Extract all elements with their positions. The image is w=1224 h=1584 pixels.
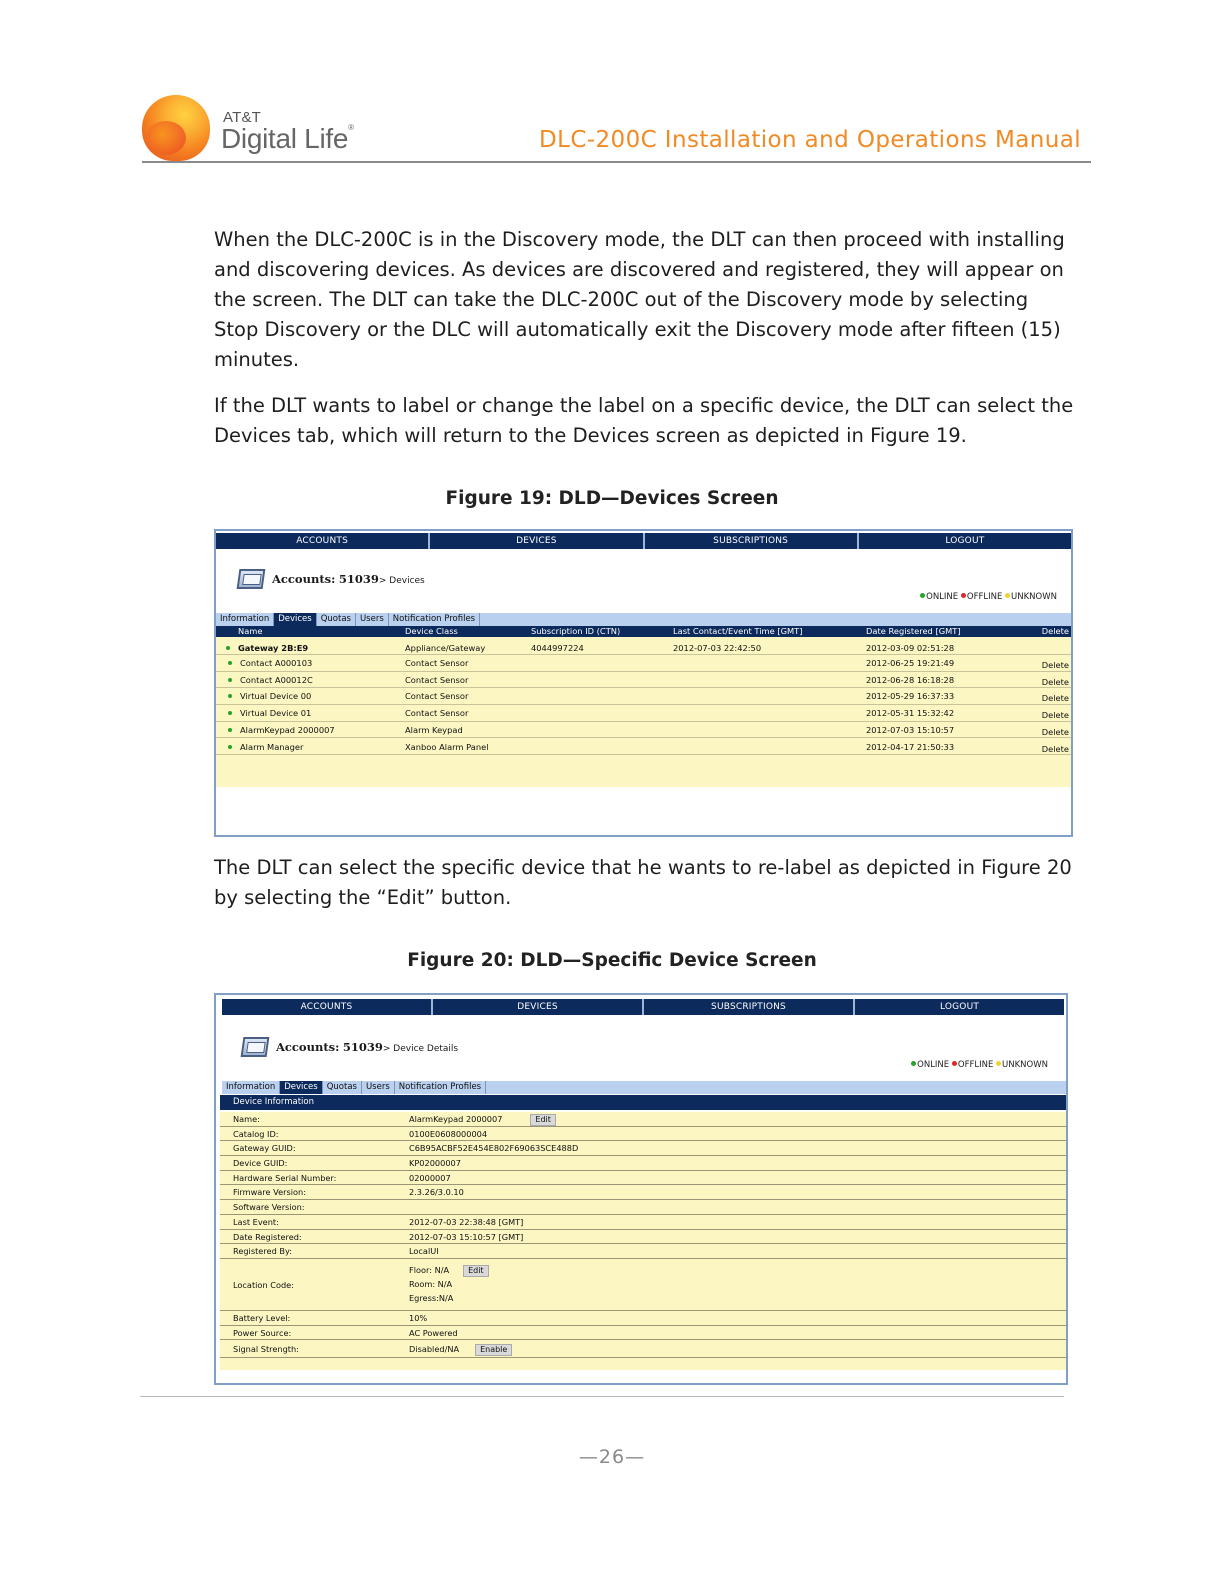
account-breadcrumb: Accounts: 51039> Devices xyxy=(272,572,425,586)
tab-bar xyxy=(216,613,1071,626)
info-row: Registered By: LocalUI xyxy=(220,1244,1066,1259)
device-info-heading: Device Information xyxy=(220,1095,1066,1110)
tab-notification-profiles[interactable]: Notification Profiles xyxy=(389,613,480,626)
info-row: Software Version: xyxy=(220,1200,1066,1215)
table-row[interactable]: Virtual Device 00 Contact Sensor 2012-05-29 16:37:33 Delete xyxy=(216,688,1071,705)
paragraph-relabel: The DLT can select the specific device that he wants to re-label as depicted in Figure 20 by selecting the “Edit” button. xyxy=(214,856,1072,909)
page-number: —26— xyxy=(578,1446,646,1468)
figure-19-caption: Figure 19: DLD—Devices Screen xyxy=(445,488,779,509)
enable-signal-button[interactable]: Enable xyxy=(475,1344,512,1356)
nav-accounts[interactable]: ACCOUNTS xyxy=(222,999,433,1015)
accounts-folder-icon xyxy=(237,569,266,589)
info-row: Firmware Version: 2.3.26/3.0.10 xyxy=(220,1185,1066,1200)
table-row[interactable]: Gateway 2B:E9 Appliance/Gateway 4044997224 2012-07-03 22:42:50 2012-03-09 02:51:28 xyxy=(216,637,1071,655)
top-nav xyxy=(222,999,1064,1015)
col-last-contact: Last Contact/Event Time [GMT] xyxy=(673,626,803,636)
brand-top: AT&T xyxy=(223,109,262,126)
table-row[interactable]: Contact A000103 Contact Sensor 2012-06-25 19:21:49 Delete xyxy=(216,655,1071,672)
brand-main: Digital Life® xyxy=(221,123,354,154)
paragraph-label-device: If the DLT wants to label or change the label on a specific device, the DLT can select the Devices tab, which will return to the Devices screen as depicted in Figure 19. xyxy=(214,394,1074,447)
delete-link[interactable]: Delete xyxy=(1041,693,1069,704)
delete-link[interactable]: Delete xyxy=(1041,676,1069,687)
paragraph-discovery: When the DLC-200C is in the Discovery mode, the DLT can then proceed with installing and discovering devices. As devices are discovered and registered, they will appear on the screen. The DLT can take the DLC-200C out of the Discovery mode by selecting Stop Discovery or the DLC will automatically exit the Discovery mode after fifteen (15) minutes. xyxy=(214,228,1065,371)
footer-divider xyxy=(140,1396,1064,1397)
nav-devices[interactable]: DEVICES xyxy=(433,999,644,1015)
edit-location-button[interactable]: Edit xyxy=(463,1265,489,1277)
table-row[interactable]: Alarm Manager Xanboo Alarm Panel 2012-04-17 21:50:33 Delete xyxy=(216,739,1071,756)
tab-notification-profiles[interactable]: Notification Profiles xyxy=(395,1081,486,1094)
online-dot-icon xyxy=(228,661,232,665)
info-row-location: Location Code: Floor: N/A Edit Room: N/A Egress:N/A xyxy=(220,1259,1066,1311)
col-subscription-id: Subscription ID (CTN) xyxy=(531,626,621,636)
col-name: Name xyxy=(238,626,263,636)
manual-title: DLC-200C Installation and Operations Manual xyxy=(539,127,1081,153)
nav-accounts[interactable]: ACCOUNTS xyxy=(216,533,430,549)
figure-20-caption: Figure 20: DLD—Specific Device Screen xyxy=(407,950,817,971)
col-delete: Delete xyxy=(1041,626,1069,636)
nav-logout[interactable]: LOGOUT xyxy=(945,536,985,546)
info-row: Last Event: 2012-07-03 22:38:48 [GMT] xyxy=(220,1215,1066,1230)
devices-table-body xyxy=(216,637,1071,787)
device-info-table xyxy=(220,1112,1066,1370)
offline-dot-icon xyxy=(961,593,966,598)
online-dot-icon xyxy=(228,745,232,749)
info-row-name: Name: AlarmKeypad 2000007 Edit xyxy=(220,1112,1066,1127)
figure-19-devices-screen xyxy=(214,529,1073,837)
nav-logout[interactable]: LOGOUT xyxy=(939,1002,980,1012)
online-dot-icon xyxy=(911,1061,916,1066)
account-breadcrumb: Accounts: 51039> Device Details xyxy=(276,1040,459,1054)
info-row: Power Source: AC Powered xyxy=(220,1326,1066,1341)
online-dot-icon xyxy=(226,646,230,650)
online-dot-icon xyxy=(228,711,232,715)
info-row: Hardware Serial Number: 02000007 xyxy=(220,1171,1066,1186)
info-row: Date Registered: 2012-07-03 15:10:57 [GMT] xyxy=(220,1230,1066,1245)
online-dot-icon xyxy=(228,678,232,682)
tab-quotas[interactable]: Quotas xyxy=(317,613,356,626)
edit-name-button[interactable]: Edit xyxy=(530,1114,556,1126)
tab-devices[interactable]: Devices xyxy=(274,613,317,626)
att-globe-logo-icon xyxy=(142,95,210,161)
tab-information[interactable]: Information xyxy=(216,613,274,626)
accounts-folder-icon xyxy=(241,1037,270,1057)
unknown-dot-icon xyxy=(1005,593,1010,598)
nav-subscriptions[interactable]: SUBSCRIPTIONS xyxy=(644,999,855,1015)
info-row-signal: Signal Strength: Disabled/NA Enable xyxy=(220,1340,1066,1358)
online-dot-icon xyxy=(228,728,232,732)
status-legend: ONLINE OFFLINE UNKNOWN xyxy=(911,1060,1048,1070)
delete-link[interactable]: Delete xyxy=(1041,726,1069,737)
tab-information[interactable]: Information xyxy=(222,1081,280,1094)
online-dot-icon xyxy=(920,593,925,598)
devices-table-header xyxy=(216,626,1071,637)
tab-quotas[interactable]: Quotas xyxy=(323,1081,362,1094)
info-row: Catalog ID: 0100E0608000004 xyxy=(220,1127,1066,1142)
nav-subscriptions[interactable]: SUBSCRIPTIONS xyxy=(645,533,859,549)
table-row[interactable]: AlarmKeypad 2000007 Alarm Keypad 2012-07-03 15:10:57 Delete xyxy=(216,722,1071,739)
unknown-dot-icon xyxy=(996,1061,1001,1066)
info-row: Device GUID: KP02000007 xyxy=(220,1156,1066,1171)
tab-devices[interactable]: Devices xyxy=(280,1081,323,1094)
col-date-registered: Date Registered [GMT] xyxy=(866,626,961,636)
status-legend: ONLINE OFFLINE UNKNOWN xyxy=(920,592,1057,602)
delete-link[interactable]: Delete xyxy=(1041,710,1069,721)
table-row[interactable]: Virtual Device 01 Contact Sensor 2012-05-31 15:32:42 Delete xyxy=(216,705,1071,722)
online-dot-icon xyxy=(228,694,232,698)
figure-20-device-details-screen xyxy=(214,993,1068,1385)
col-device-class: Device Class xyxy=(405,626,458,636)
delete-link[interactable]: Delete xyxy=(1041,743,1069,754)
nav-devices[interactable]: DEVICES xyxy=(430,533,644,549)
table-row[interactable]: Contact A00012C Contact Sensor 2012-06-28 16:18:28 Delete xyxy=(216,672,1071,689)
top-nav xyxy=(216,533,1071,549)
info-row: Battery Level: 10% xyxy=(220,1311,1066,1326)
tab-bar xyxy=(222,1081,1066,1094)
offline-dot-icon xyxy=(952,1061,957,1066)
tab-users[interactable]: Users xyxy=(362,1081,395,1094)
tab-users[interactable]: Users xyxy=(356,613,389,626)
delete-link[interactable]: Delete xyxy=(1041,660,1069,670)
page-header xyxy=(142,95,1091,163)
info-row: Gateway GUID: C6B95ACBF52E454E802F69063SCE488D xyxy=(220,1141,1066,1156)
